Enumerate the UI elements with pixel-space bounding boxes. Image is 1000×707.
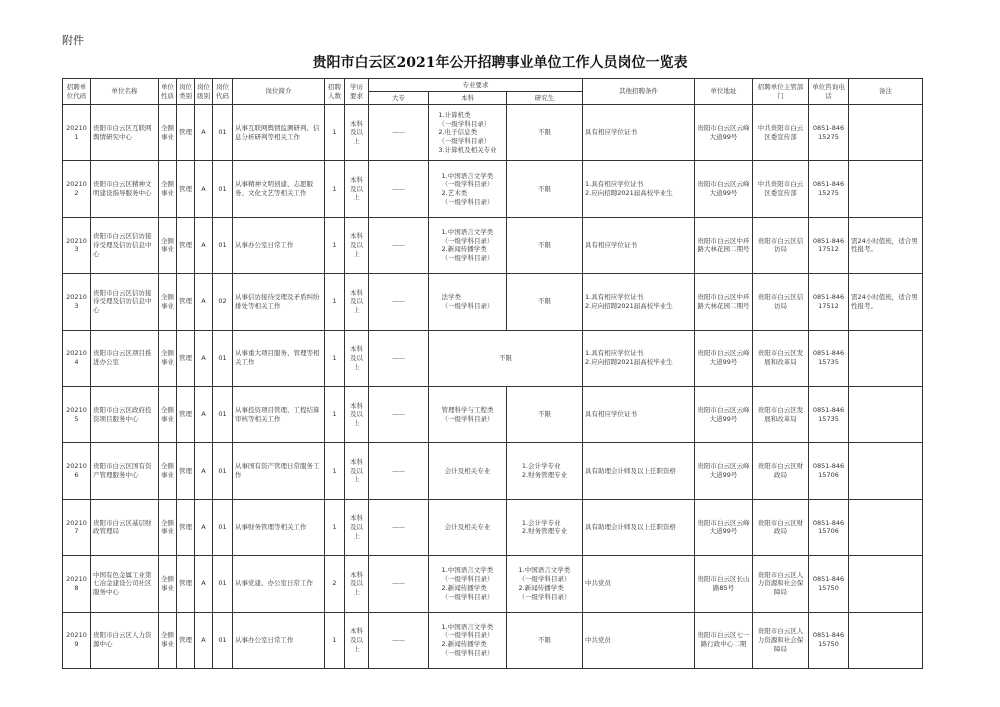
cell-count: 1 [325,386,345,442]
cell-remark [849,161,923,217]
cell-phone: 0851-84615750 [809,612,849,668]
cell-address: 贵阳市白云区云峰大道99号 [695,499,753,555]
cell-phone: 0851-84615706 [809,443,849,499]
cell-count: 1 [325,274,345,330]
cell-post-level: A [195,274,213,330]
cell-major-college: —— [369,556,429,612]
cell-dept: 贵阳市白云区人力资源和社会保障局 [753,612,809,668]
cell-other-cond-text: 具有相应学位证书 [585,410,638,419]
cell-address: 贵阳市白云区云峰大道99号 [695,330,753,386]
cell-code: 202103 [63,274,91,330]
cell-education: 本科及以上 [345,105,369,161]
cell-major-graduate-text: 不限 [538,635,551,644]
header-major-group: 专业要求 [369,79,583,92]
cell-major-college: —— [369,386,429,442]
cell-code: 202103 [63,217,91,273]
header-post-desc: 岗位简介 [233,79,325,105]
cell-major-bachelor [429,161,507,217]
cell-unit-nature: 全额事业 [159,443,177,499]
cell-address: 贵阳市白云区云峰大道99号 [695,443,753,499]
cell-major-college: —— [369,330,429,386]
cell-post-desc: 从事互联网舆情监测研判、信息分析研判等相关工作 [233,105,325,161]
cell-education: 本科及以上 [345,556,369,612]
header-unit-nature: 单位性质 [159,79,177,105]
cell-major-bachelor-text: 法学类 （一级学科目录） [441,293,494,310]
cell-other-cond [583,556,695,612]
cell-other-cond-text: 中共党员 [585,635,612,644]
cell-count: 1 [325,217,345,273]
cell-other-cond [583,274,695,330]
cell-major-bachelor [429,499,507,555]
cell-major-bachelor-text: 1.中国语言文学类 （一级学科目录） 2.新闻传播学类 （一级学科目录） [441,227,494,263]
cell-address: 贵阳市白云区中环路大林花园二期号 [695,217,753,273]
cell-post-desc: 从事办公室日常工作 [233,612,325,668]
cell-education: 本科及以上 [345,499,369,555]
cell-major-college: —— [369,499,429,555]
cell-post-desc: 从事重大项目服务、管理等相关工作 [233,330,325,386]
table-row [63,330,923,386]
cell-education: 本科及以上 [345,274,369,330]
cell-post-code: 01 [213,612,233,668]
header-other-cond: 其他招聘条件 [583,79,695,105]
cell-major-graduate-text: 不限 [538,128,551,137]
header-education: 学历要求 [345,79,369,105]
cell-unit-nature: 全额事业 [159,330,177,386]
cell-major-bachelor-text: 会计及相关专业 [444,523,491,532]
cell-phone: 0851-84615735 [809,386,849,442]
cell-address: 贵阳市白云区云峰大道99号 [695,386,753,442]
cell-major-bachelor [429,386,507,442]
cell-dept: 贵阳市白云区人力资源和社会保障局 [753,556,809,612]
cell-remark [849,330,923,386]
header-major-graduate: 研究生 [507,92,583,105]
cell-major-graduate-text: 不限 [538,241,551,250]
cell-remark [849,443,923,499]
cell-dept: 贵阳市白云区发展和改革局 [753,386,809,442]
cell-unit-name: 中国有色金属工业第七冶金建设公司社区服务中心 [91,556,159,612]
cell-dept: 中共贵阳市白云区委宣传部 [753,161,809,217]
cell-major-bachelor-text: 1.计算机类 （一级学科目录） 2.电子信息类 （一级学科目录） 3.计算机及相关专业 [438,110,497,154]
cell-phone: 0851-84615706 [809,499,849,555]
cell-remark [849,612,923,668]
cell-unit-name: 贵阳市白云区国有资产管理服务中心 [91,443,159,499]
cell-dept: 贵阳市白云区信访局 [753,217,809,273]
cell-major-bachelor [429,330,583,386]
cell-major-bachelor-text: 1.中国语言文学类 （一级学科目录） 2.艺术类 （一级学科目录） [441,171,494,206]
cell-other-cond [583,443,695,499]
cell-post-type: 管理 [177,556,195,612]
cell-unit-nature: 全额事业 [159,217,177,273]
cell-remark: 需24小时值班，适合男性报考。 [849,217,923,273]
cell-post-code: 01 [213,556,233,612]
cell-major-college: —— [369,217,429,273]
cell-major-bachelor [429,217,507,273]
cell-education: 本科及以上 [345,612,369,668]
cell-unit-name: 贵阳市白云区信访接待受理及信访信息中心 [91,274,159,330]
cell-education: 本科及以上 [345,386,369,442]
cell-major-bachelor-text: 管理科学与工程类 （一级学科目录） [441,405,494,423]
header-unit-name: 单位名称 [91,79,159,105]
cell-phone: 0851-84615275 [809,161,849,217]
header-phone: 单位咨询电话 [809,79,849,105]
cell-post-code: 02 [213,274,233,330]
cell-other-cond-text: 具有助理会计师及以上任职资格 [585,466,677,475]
cell-count: 1 [325,499,345,555]
cell-post-desc: 从事国有资产管理日常服务工作 [233,443,325,499]
cell-count: 1 [325,161,345,217]
cell-post-type: 管理 [177,217,195,273]
table-row [63,274,923,330]
cell-major-college: —— [369,105,429,161]
table-row [63,161,923,217]
cell-major-college: —— [369,612,429,668]
header-major-college: 大专 [369,92,429,105]
cell-post-code: 01 [213,217,233,273]
cell-education: 本科及以上 [345,443,369,499]
cell-post-code: 01 [213,386,233,442]
cell-major-graduate-text: 不限 [538,297,551,306]
cell-other-cond-text: 具有相应学位证书 [585,128,638,137]
cell-code: 202101 [63,105,91,161]
cell-unit-name: 贵阳市白云区基层财政管理局 [91,499,159,555]
cell-phone: 0851-84617512 [809,217,849,273]
cell-unit-name: 贵阳市白云区信访接待受理及信访信息中心 [91,217,159,273]
cell-major-graduate-text: 不限 [538,410,551,419]
cell-education: 本科及以上 [345,161,369,217]
cell-code: 202109 [63,612,91,668]
table-row [63,612,923,668]
cell-major-graduate-text: 1.中国语言文学类 （一级学科目录） 2.新闻传播学类 （一级学科目录） [518,566,571,601]
cell-major-bachelor [429,612,507,668]
cell-code: 202106 [63,443,91,499]
cell-other-cond [583,161,695,217]
cell-unit-nature: 全额事业 [159,612,177,668]
cell-address: 贵阳市白云区云峰大道99号 [695,161,753,217]
cell-post-type: 管理 [177,105,195,161]
cell-unit-name: 贵阳市白云区项目推进办公室 [91,330,159,386]
cell-other-cond [583,330,695,386]
cell-major-graduate [507,612,583,668]
cell-post-level: A [195,556,213,612]
recruitment-table [62,78,923,669]
cell-other-cond-text: 1.具有相应学位证书 2.应向招聘2021届高校毕业生 [585,293,673,310]
cell-count: 1 [325,330,345,386]
cell-dept: 贵阳市白云区信访局 [753,274,809,330]
cell-other-cond [583,386,695,442]
cell-phone: 0851-84615275 [809,105,849,161]
cell-major-graduate [507,386,583,442]
cell-unit-name: 贵阳市白云区政府投资项目服务中心 [91,386,159,442]
cell-major-bachelor-text: 1.中国语言文学类 （一级学科目录） 2.新闻传播学类 （一级学科目录） [441,622,494,657]
cell-major-graduate-text: 不限 [538,184,551,193]
cell-other-cond [583,105,695,161]
cell-post-code: 01 [213,443,233,499]
cell-major-bachelor [429,105,507,161]
header-dept: 招聘单位主管部门 [753,79,809,105]
cell-post-level: A [195,161,213,217]
cell-dept: 中共贵阳市白云区委宣传部 [753,105,809,161]
header-count: 招聘人数 [325,79,345,105]
cell-code: 202108 [63,556,91,612]
cell-major-graduate [507,217,583,273]
cell-post-type: 管理 [177,386,195,442]
cell-other-cond-text: 中共党员 [585,579,612,588]
header-major-bachelor: 本科 [429,92,507,105]
header-post-type: 岗位类别 [177,79,195,105]
cell-post-code: 01 [213,161,233,217]
cell-post-type: 管理 [177,612,195,668]
cell-post-level: A [195,386,213,442]
cell-other-cond-text: 1.具有相应学位证书 2.应向招聘2021届高校毕业生 [585,349,673,367]
cell-post-level: A [195,105,213,161]
cell-post-desc: 从事信访接待受理及矛盾纠纷排处等相关工作 [233,274,325,330]
cell-dept: 贵阳市白云区财政局 [753,499,809,555]
cell-unit-name: 贵阳市白云区人力资源中心 [91,612,159,668]
cell-post-desc: 从事办公室日常工作 [233,217,325,273]
cell-unit-nature: 全额事业 [159,161,177,217]
cell-other-cond-text: 1.具有相应学位证书 2.应向招聘2021届高校毕业生 [585,180,673,198]
cell-other-cond [583,499,695,555]
cell-post-desc: 从事精神文明创建、志愿服务、文化文艺等相关工作 [233,161,325,217]
cell-education: 本科及以上 [345,330,369,386]
cell-major-bachelor-text: 不限 [499,353,512,362]
cell-unit-nature: 全额事业 [159,386,177,442]
cell-major-graduate [507,499,583,555]
cell-unit-nature: 全额事业 [159,556,177,612]
table-row [63,443,923,499]
cell-post-type: 管理 [177,443,195,499]
cell-unit-nature: 全额事业 [159,105,177,161]
header-remark: 备注 [849,79,923,105]
cell-remark [849,499,923,555]
cell-major-graduate-text: 1.会计学专业 2.财务管理专业 [521,518,568,536]
cell-phone: 0851-84615750 [809,556,849,612]
cell-code: 202104 [63,330,91,386]
cell-education: 本科及以上 [345,217,369,273]
cell-post-level: A [195,330,213,386]
cell-post-level: A [195,612,213,668]
cell-other-cond [583,217,695,273]
cell-post-desc: 从事投资项目管理、工程结算审核等相关工作 [233,386,325,442]
cell-unit-nature: 全额事业 [159,274,177,330]
cell-dept: 贵阳市白云区发展和改革局 [753,330,809,386]
cell-post-desc: 从事财务管理等相关工作 [233,499,325,555]
cell-major-bachelor-text: 1.中国语言文学类 （一级学科目录） 2.新闻传播学类 （一级学科目录） [441,566,494,601]
cell-major-graduate-text: 1.会计学专业 2.财务管理专业 [521,462,568,480]
cell-count: 1 [325,105,345,161]
cell-major-college: —— [369,443,429,499]
cell-major-graduate [507,556,583,612]
cell-major-bachelor [429,556,507,612]
header-code: 招聘单位代码 [63,79,91,105]
cell-remark: 需24小时值班，适合男性报考。 [849,274,923,330]
cell-count: 1 [325,443,345,499]
page-title: 贵阳市白云区2021年公开招聘事业单位工作人员岗位一览表 [312,55,688,71]
cell-unit-nature: 全额事业 [159,499,177,555]
cell-other-cond-text: 具有相应学位证书 [585,241,638,250]
cell-post-type: 管理 [177,330,195,386]
cell-major-bachelor-text: 会计及相关专业 [444,466,491,475]
cell-post-level: A [195,217,213,273]
cell-major-graduate [507,274,583,330]
cell-post-code: 01 [213,330,233,386]
cell-count: 1 [325,612,345,668]
table-row [63,386,923,442]
cell-unit-name: 贵阳市白云区互联网舆情研究中心 [91,105,159,161]
attachment-label: 附件 [62,34,84,47]
cell-count: 2 [325,556,345,612]
table-row [63,499,923,555]
cell-dept: 贵阳市白云区财政局 [753,443,809,499]
header-post-level: 岗位级别 [195,79,213,105]
cell-major-graduate [507,161,583,217]
cell-post-desc: 从事党建、办公室日常工作 [233,556,325,612]
table-row [63,556,923,612]
cell-remark [849,105,923,161]
cell-address: 贵阳市白云区长山路85号 [695,556,753,612]
cell-other-cond [583,612,695,668]
cell-code: 202105 [63,386,91,442]
table-row [63,105,923,161]
table-row [63,217,923,273]
cell-unit-name: 贵阳市白云区精神文明建设指导服务中心 [91,161,159,217]
cell-major-bachelor [429,443,507,499]
header-address: 单位地址 [695,79,753,105]
cell-post-type: 管理 [177,499,195,555]
cell-post-code: 01 [213,105,233,161]
cell-major-college: —— [369,161,429,217]
cell-post-type: 管理 [177,161,195,217]
cell-post-level: A [195,443,213,499]
cell-code: 202107 [63,499,91,555]
cell-post-code: 01 [213,499,233,555]
cell-address: 贵阳市白云区七一路行政中心二期 [695,612,753,668]
cell-phone: 0851-84617512 [809,274,849,330]
cell-address: 贵阳市白云区中环路大林花园二期号 [695,274,753,330]
cell-post-type: 管理 [177,274,195,330]
cell-code: 202102 [63,161,91,217]
cell-address: 贵阳市白云区云峰大道99号 [695,105,753,161]
cell-remark [849,556,923,612]
cell-major-college: —— [369,274,429,330]
header-post-code: 岗位代码 [213,79,233,105]
cell-major-bachelor [429,274,507,330]
cell-phone: 0851-84615735 [809,330,849,386]
cell-major-graduate [507,105,583,161]
cell-post-level: A [195,499,213,555]
cell-major-graduate [507,443,583,499]
cell-other-cond-text: 具有助理会计师及以上任职资格 [585,523,677,532]
cell-remark [849,386,923,442]
